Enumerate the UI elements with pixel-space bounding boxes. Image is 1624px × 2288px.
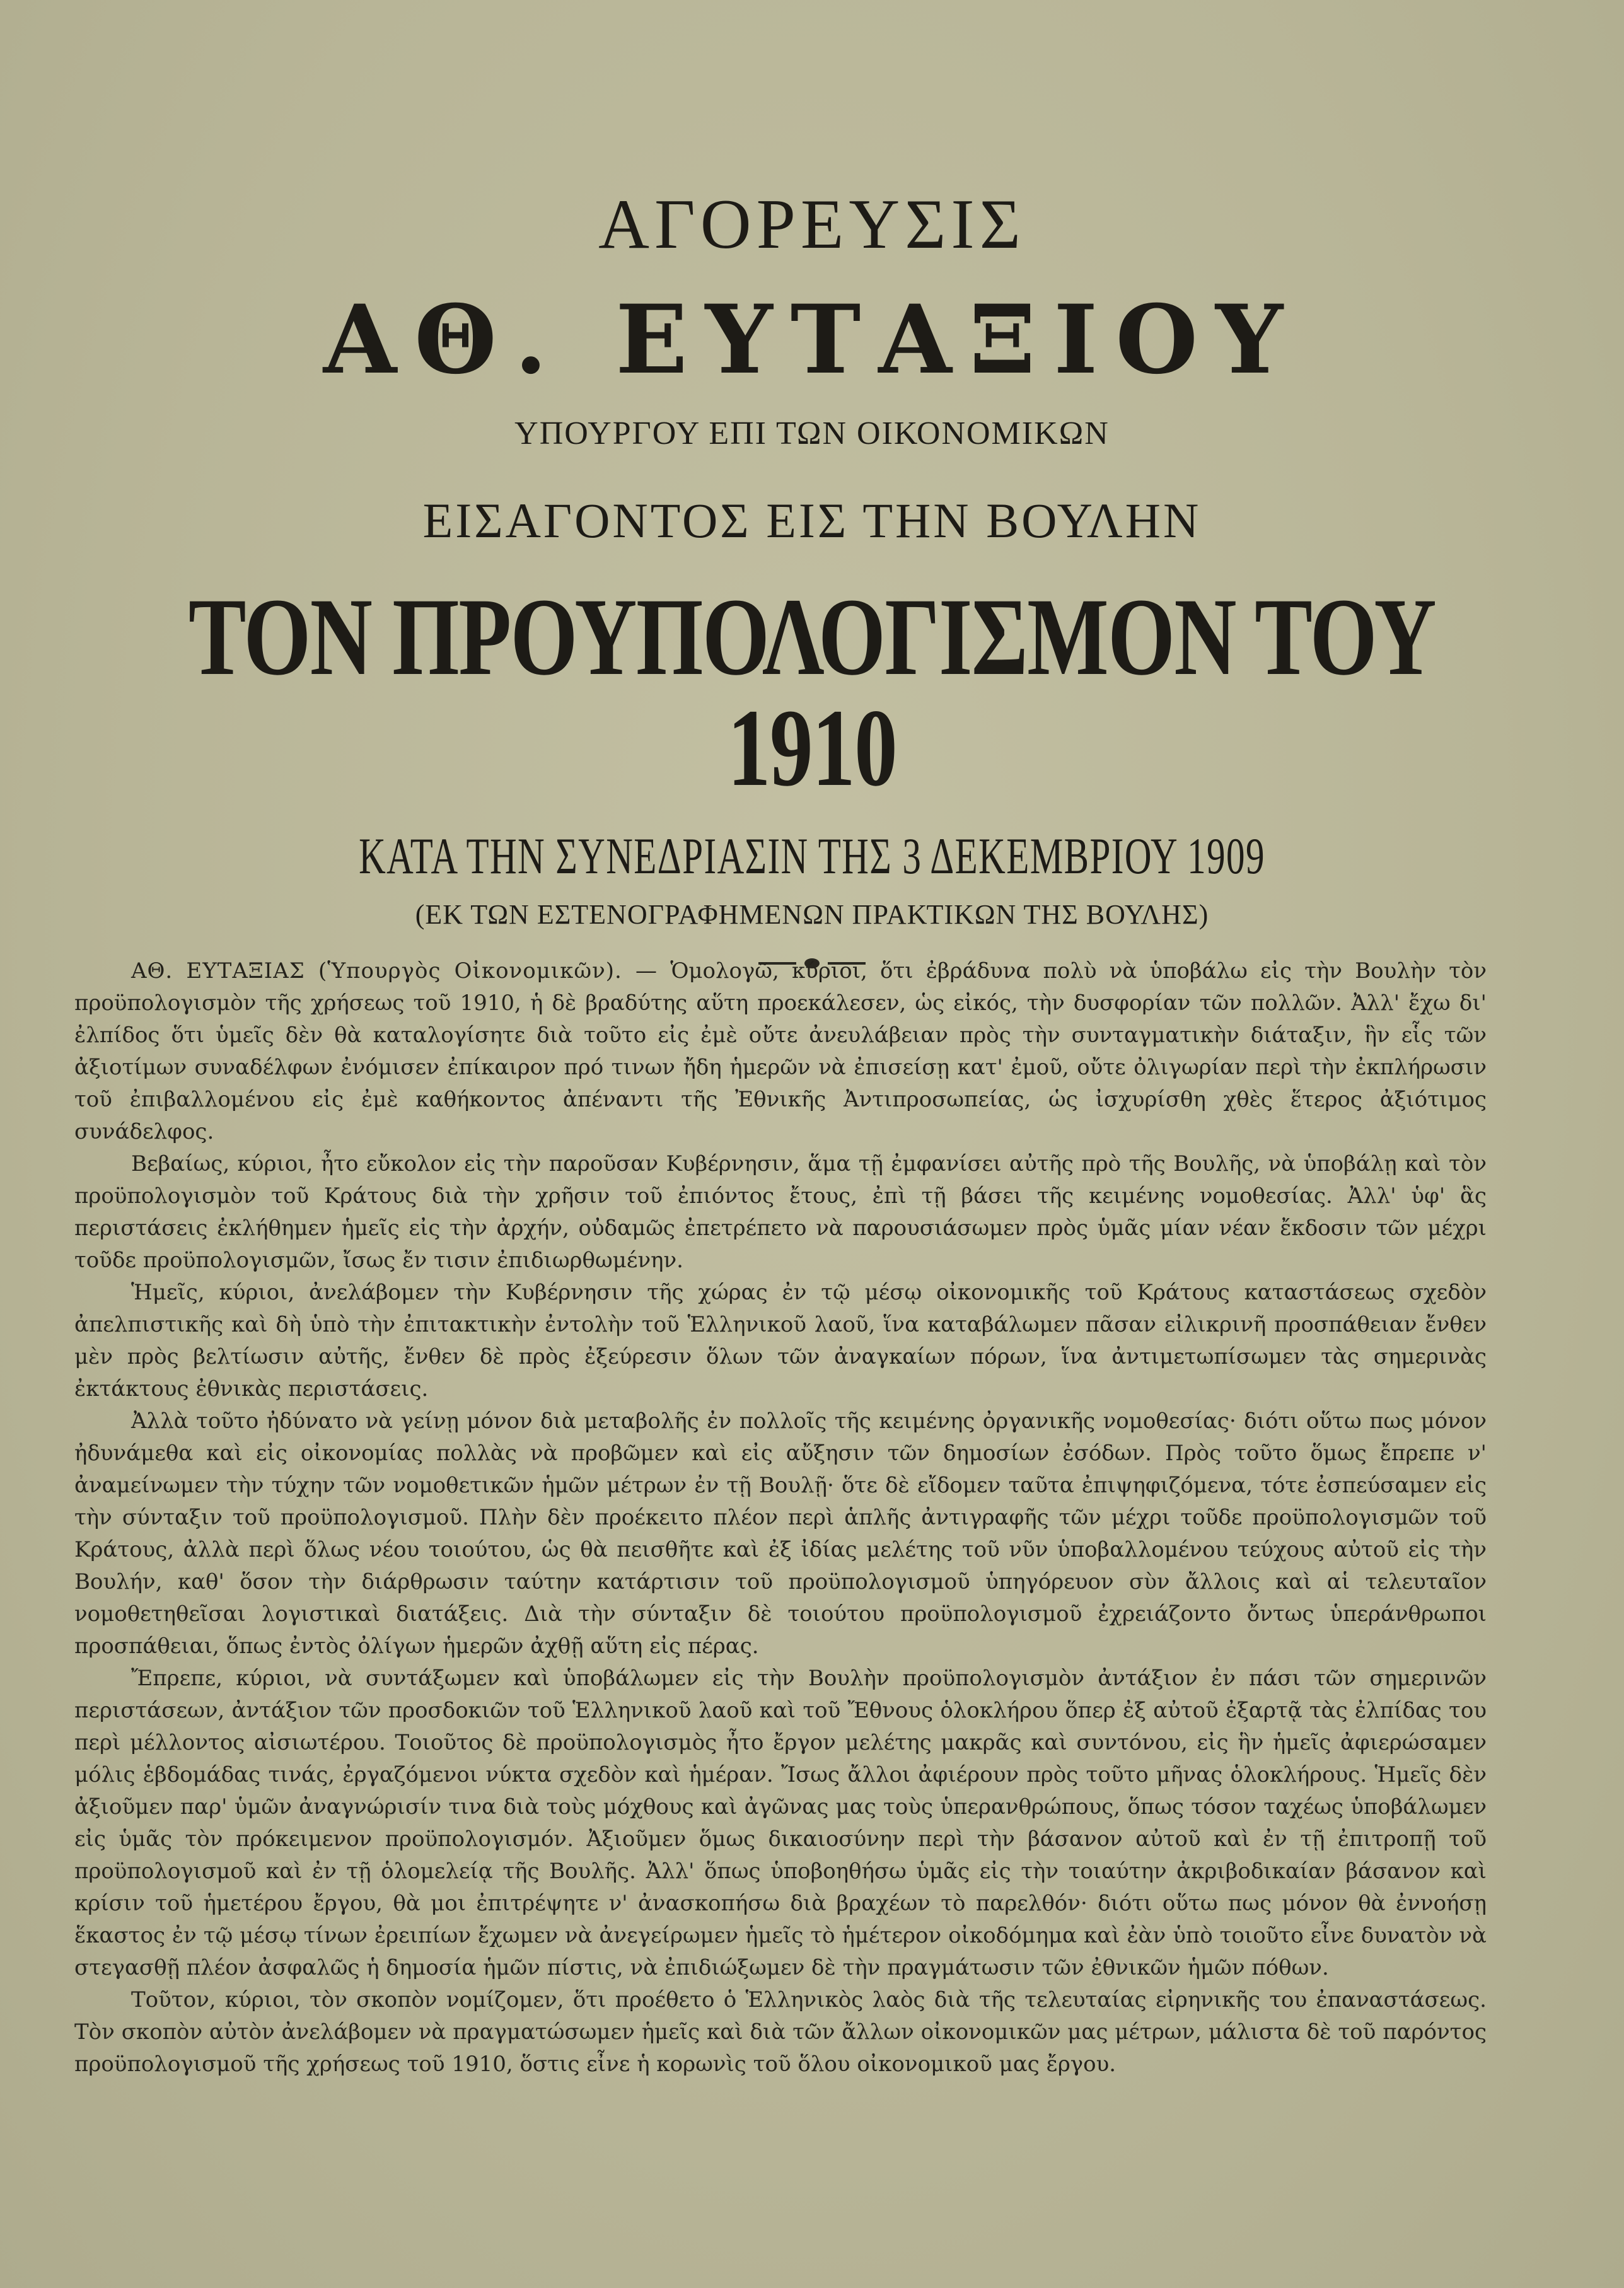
title-line-speech: ΑΓΟΡΕΥΣΙΣ <box>598 185 1026 264</box>
speech-text <box>74 955 1487 2081</box>
paragraph-3: Ἡμεῖς, κύριοι, ἀνελάβομεν τὴν Κυβέρνησιν τῆς χώρας ἐν τῷ μέσῳ οἰκονομικῆς τοῦ Κράτους καταστάσεως σχεδὸν ἀπελπιστικῆς καὶ δὴ ὑπὸ τὴν ἐπιτακτικὴν ἐντολὴν τοῦ Ἑλληνικοῦ λαοῦ, ἵνα καταβάλωμεν πᾶσαν εἰλικρινῆ προσπάθειαν ἔνθεν μὲν πρὸς βελτίωσιν αὐτῆς, ἔνθεν δὲ πρὸς ἐξεύρεσιν ὅλων τῶν ἀναγκαίων πόρων, ἵνα ἀντιμετωπίσωμεν τὰς σημερινὰς ἐκτάκτους ἐθνικὰς περιστάσεις. <box>74 1280 1487 1402</box>
paragraph-2: Βεβαίως, κύριοι, ἦτο εὔκολον εἰς τὴν παροῦσαν Κυβέρνησιν, ἅμα τῇ ἐμφανίσει αὐτῆς πρὸ τῆς Βουλῆς, νὰ ὑποβάλῃ καὶ τὸν προϋπολογισμὸν τοῦ Κράτους διὰ τὴν χρῆσιν τοῦ ἐπιόντος ἔτους, ἐπὶ τῇ βάσει τῆς κειμένης νομοθεσίας. Ἀλλ' ὑφ' ἃς περιστάσεις ἐκλήθημεν ἡμεῖς εἰς τὴν ἀρχήν, οὐδαμῶς ἐπετρέπετο νὰ παρουσιάσωμεν πρὸς ὑμᾶς μίαν νέαν ἔκδοσιν τῶν μέχρι τοῦδε προϋπολογισμῶν, ἴσως ἔν τισιν ἐπιδιωρθωμένην. <box>74 1151 1487 1273</box>
speaker-label: ΑΘ. ΕΥΤΑΞΙΑΣ (Ὑπουργὸς Οἰκονομικῶν). — <box>131 958 658 984</box>
title-block <box>0 185 1624 971</box>
title-line-introducing: ΕΙΣΑΓΟΝΤΟΣ ΕΙΣ ΤΗΝ ΒΟΥΛΗΝ <box>422 493 1202 548</box>
title-line-speaker-name: ΑΘ. ΕΥΤΑΞΙΟΥ <box>323 284 1301 395</box>
title-line-budget: ΤΟΝ ΠΡΟΥΠΟΛΟΓΙΣΜΟΝ ΤΟΥ 1910 <box>188 576 1436 810</box>
paragraph-1-text: Ὁμολογῶ, κύριοι, ὅτι ἐβράδυνα πολὺ νὰ ὑποβάλω εἰς τὴν Βουλὴν τὸν προϋπολογισμὸν τῆς χρήσεως τοῦ 1910, ἡ δὲ βραδύτης αὕτη προεκάλεσεν, ὡς εἰκός, τὴν δυσφορίαν τῶν πολλῶν. Ἀλλ' ἔχω δι' ἐλπίδος ὅτι ὑμεῖς δὲν θὰ καταλογίσητε διὰ τοῦτο εἰς ἐμὲ οὔτε ἀνευλάβειαν πρὸς τὴν συνταγματικὴν διάταξιν, ἣν εἷς τῶν ἀξιοτίμων συναδέλφων ἐνόμισεν ἐπίκαιρον πρό τινων ἤδη ἡμερῶν νὰ ἐπισείσῃ κατ' ἐμοῦ, οὔτε ὀλιγωρίαν περὶ τὴν ἐκπλήρωσιν τοῦ ἐπιβαλλομένου εἰς ἐμὲ καθήκοντος ἀπέναντι τῆς Ἐθνικῆς Ἀντιπροσωπείας, ὡς ἰσχυρίσθη χθὲς ἕτερος ἀξιότιμος συνάδελφος. <box>74 958 1487 1144</box>
paragraph-4: Ἀλλὰ τοῦτο ἠδύνατο νὰ γείνῃ μόνον διὰ μεταβολῆς ἐν πολλοῖς τῆς κειμένης ὀργανικῆς νομοθεσίας· διότι οὕτω πως μόνον ἠδυνάμεθα καὶ εἰς οἰκονομίας πολλὰς νὰ προβῶμεν καὶ εἰς αὔξησιν τῶν δημοσίων ἐσόδων. Πρὸς τοῦτο ὅμως ἔπρεπε ν' ἀναμείνωμεν τὴν τύχην τῶν νομοθετικῶν ἡμῶν μέτρων ἐν τῇ Βουλῇ· ὅτε δὲ εἴδομεν ταῦτα ἐπιψηφιζόμενα, τότε ἐσπεύσαμεν εἰς τὴν σύνταξιν τοῦ προϋπολογισμοῦ. Πλὴν δὲν προέκειτο πλέον περὶ ἁπλῆς ἀντιγραφῆς τῶν μέχρι τοῦδε προϋπολογισμῶν τοῦ Κράτους, ἀλλὰ περὶ ὅλως νέου τοιούτου, ὡς θὰ πεισθῆτε καὶ ἐξ ἰδίας μελέτης τοῦ νῦν ὑποβαλλομένου τεύχους αὐτοῦ εἰς τὴν Βουλήν, καθ' ὅσον τὴν διάρθρωσιν ταύτην κατάρτισιν τοῦ προϋπολογισμοῦ ὑπηγόρευον σὺν ἄλλοις καὶ αἱ τελευταῖον νομοθετηθεῖσαι λογιστικαὶ διατάξεις. Διὰ τὴν σύνταξιν δὲ τοιούτου προϋπολογισμοῦ ἐχρειάζοντο ὄντως ὑπεράνθρωποι προσπάθειαι, ὅπως ἐντὸς ὀλίγων ἡμερῶν ἀχθῇ αὕτη εἰς πέρας. <box>74 1408 1487 1659</box>
title-line-source: (ΕΚ ΤΩΝ ΕΣΤΕΝΟΓΡΑΦΗΜΕΝΩΝ ΠΡΑΚΤΙΚΩΝ ΤΗΣ ΒΟΥΛΗΣ) <box>415 899 1209 930</box>
title-line-minister: ΥΠΟΥΡΓΟΥ ΕΠΙ ΤΩΝ ΟΙΚΟΝΟΜΙΚΩΝ <box>514 415 1110 451</box>
paragraph-6: Τοῦτον, κύριοι, τὸν σκοπὸν νομίζομεν, ὅτι προέθετο ὁ Ἑλληνικὸς λαὸς διὰ τῆς τελευταίας εἰρηνικῆς του ἐπαναστάσεως. Τὸν σκοπὸν αὐτὸν ἀνελάβομεν νὰ πραγματώσωμεν ἡμεῖς καὶ διὰ τῶν ἄλλων οἰκονομικῶν μας μέτρων, μάλιστα δὲ τοῦ παρόντος προϋπολογισμοῦ τῆς χρήσεως τοῦ 1910, ὅστις εἶνε ἡ κορωνὶς τοῦ ὅλου οἰκονομικοῦ μας ἔργου. <box>74 1987 1487 2077</box>
paragraph-5: Ἔπρεπε, κύριοι, νὰ συντάξωμεν καὶ ὑποβάλωμεν εἰς τὴν Βουλὴν προϋπολογισμὸν ἀντάξιον ἐν πάσι τῶν σημερινῶν περιστάσεων, ἀντάξιον τῶν προσδοκιῶν τοῦ Ἑλληνικοῦ λαοῦ καὶ τοῦ Ἔθνους ὁλοκλήρου ὅπερ ἐξ αὐτοῦ ἐξαρτᾷ τὰς ἐλπίδας του περὶ μέλλοντος αἰσιωτέρου. Τοιοῦτος δὲ προϋπολογισμὸς ἦτο ἔργον μελέτης μακρᾶς καὶ συντόνου, εἰς ἣν ἡμεῖς ἀφιερώσαμεν μόλις ἑβδομάδας τινάς, ἐργαζόμενοι νύκτα σχεδὸν καὶ ἡμέραν. Ἴσως ἄλλοι ἀφιέρουν πρὸς τοῦτο μῆνας ὁλοκλήρους. Ἡμεῖς δὲν ἀξιοῦμεν παρ' ὑμῶν ἀναγνώρισίν τινα διὰ τοὺς μόχθους καὶ ἀγῶνας μας τοὺς ὑπερανθρώπους, ὅπως τόσον ταχέως ὑποβάλωμεν εἰς ὑμᾶς τὸν πρόκειμενον προϋπολογισμόν. Ἀξιοῦμεν ὅμως δικαιοσύνην περὶ τὴν βάσανον αὐτοῦ καὶ ἐν τῇ ἐπιτροπῇ τοῦ προϋπολογισμοῦ καὶ ἐν τῇ ὁλομελείᾳ τῆς Βουλῆς. Ἀλλ' ὅπως ὑποβοηθήσω ὑμᾶς εἰς τὴν τοιαύτην ἀκριβοδικαίαν βάσανον καὶ κρίσιν τοῦ ἡμετέρου ἔργου, θὰ μοι ἐπιτρέψητε ν' ἀνασκοπήσω διὰ βραχέων τὸ παρελθόν· διότι οὕτω πως μόνον θὰ ἐννοήσῃ ἕκαστος ἐν τῷ μέσῳ τίνων ἐρειπίων ἔχωμεν νὰ ἀνεγείρωμεν ἡμεῖς τὸ ἡμέτερον οἰκοδόμημα καὶ ἐὰν ὑπὸ τοιοῦτο εἶνε δυνατὸν νὰ στεγασθῇ πλέον ἀσφαλῶς ἡ δημοσία ἡμῶν πίστις, νὰ ἐπιδιώξωμεν δὲ τὴν πραγμάτωσιν τῶν ἐθνικῶν ἡμῶν πόθων. <box>74 1666 1487 1980</box>
paragraph-1 <box>74 955 1487 1148</box>
title-line-session-date: ΚΑΤΑ ΤΗΝ ΣΥΝΕΔΡΙΑΣΙΝ ΤΗΣ 3 ΔΕΚΕΜΒΡΙΟΥ 1909 <box>359 827 1265 885</box>
